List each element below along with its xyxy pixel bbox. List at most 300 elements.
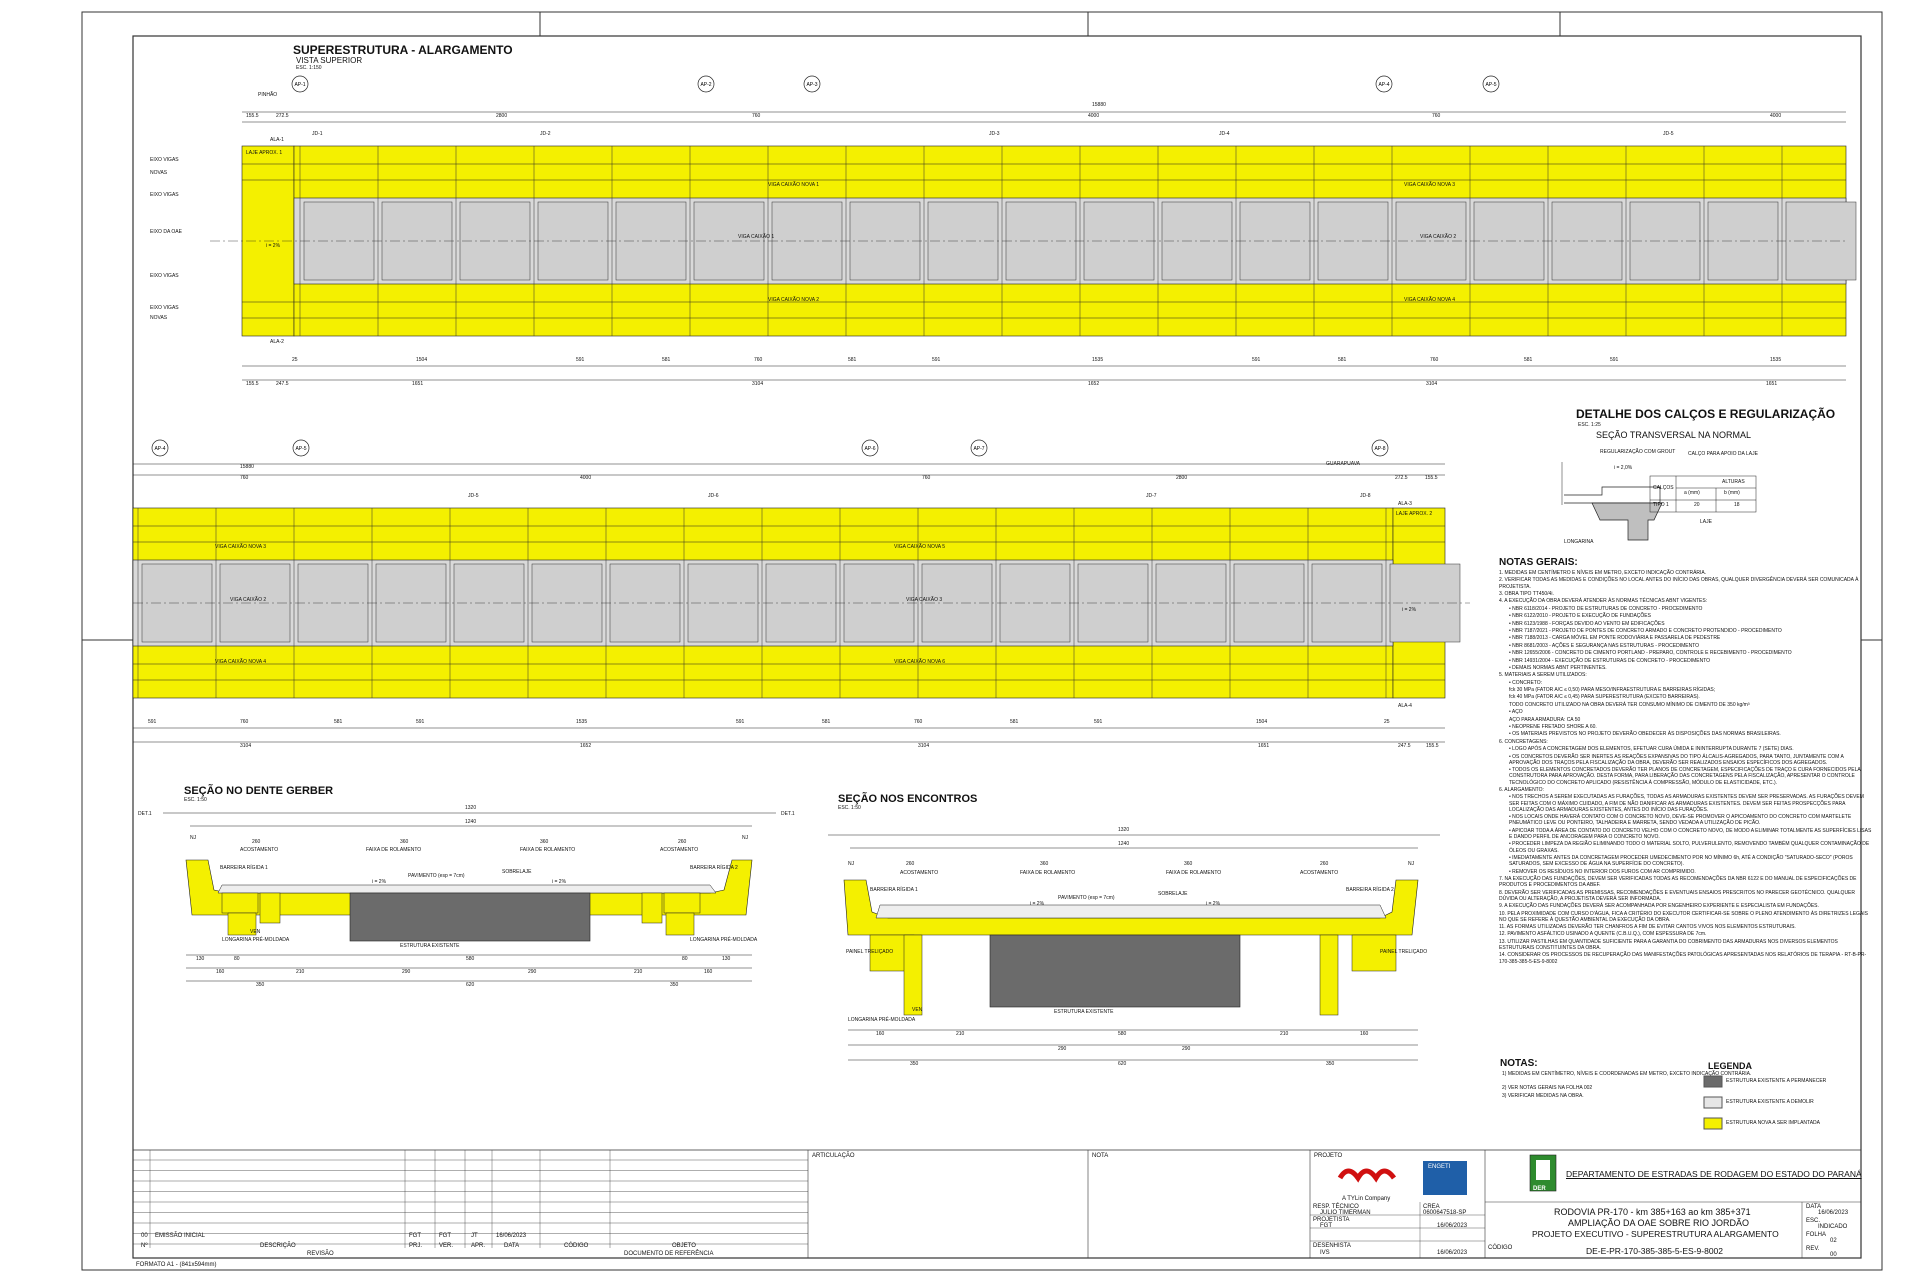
notes-general-title: NOTAS GERAIS: [1499,557,1578,568]
enc-dim-1320: 1320 [1118,827,1130,833]
dim-top-5: 4000 [1088,113,1100,119]
enc-d-210: 210 [956,1031,965,1037]
p2-b-9: 581 [1010,719,1019,725]
gerber-barreira-2: BARREIRA RÍGIDA 2 [690,865,738,871]
dim-top-2: 272.5 [276,113,289,119]
formato-label: FORMATO A1 - (841x594mm) [136,1262,217,1268]
title-line2: AMPLIAÇÃO DA OAE SOBRE RIO JORDÃO [1568,1218,1750,1228]
dim-b1-6: 581 [848,357,857,363]
support-label: AP-6 [864,446,876,452]
notes-general-item: • AÇO [1509,709,1523,716]
enc-d-350a: 350 [910,1061,919,1067]
row-label-6: EIXO VIGAS [150,305,179,311]
slab-label-1: LAJE APROX. 1 [246,150,283,156]
gerber-existente: ESTRUTURA EXISTENTE [400,943,460,949]
gerber-d-350a: 350 [256,982,265,988]
detail-label-longarina: LONGARINA [1564,539,1594,545]
data-value: 16/06/2023 [1818,1210,1849,1216]
enc-dim-360a: 360 [1040,861,1049,867]
girder-top-4: VIGA CAIXÃO NOVA 3 [1404,182,1456,188]
notes-general-item: 14. CONSIDERAR OS PROCESSOS DE RECUPERAÇÃO DAS MANIFESTAÇÕES PATOLÓGICAS APRESENTADAS NOS RELATÓRIOS DE TERAPIA - RT-B-PR-170-385-385-5-ES-9-8002 [1499,952,1867,965]
notes-general-item: 3. OBRA TIPO TT450/4i. [1499,590,1554,597]
p2-dim-1: 760 [240,475,249,481]
enc-existente: ESTRUTURA EXISTENTE [1054,1009,1114,1015]
enc-d-290b: 290 [1182,1046,1191,1052]
detail-td-3: 18 [1734,502,1740,508]
girder-top-3: VIGA CAIXÃO NOVA 2 [768,297,820,303]
projeto-label: PROJETO [1314,1153,1343,1159]
detail-label-laje: LAJE [1700,519,1712,525]
notes-general-item: • NBR 7187/2021 - PROJETO DE PONTES DE CONCRETO ARMADO E CONCRETO PROTENDIDO - PROCEDIMENTO [1509,627,1782,634]
ala-2: ALA-2 [270,339,284,345]
notes-general-item: • NBR 6118/2014 - PROJETO DE ESTRUTURAS DE CONCRETO - PROCEDIMENTO [1509,605,1703,612]
p2-b-3: 581 [334,719,343,725]
notes-general-item: fck 30 MPa (FATOR A/C ≤ 0,50) PARA MESO/INFRAESTRUTURA E BARREIRAS RÍGIDAS; [1509,687,1716,694]
plan-scale: ESC. 1:150 [296,65,322,71]
notes-short-1: 1) MEDIDAS EM CENTÍMETRO, NÍVEIS E COORDENADAS EM METRO, EXCETO INDICAÇÃO CONTRÁRIA. [1502,1071,1752,1077]
gerber-dim-1320: 1320 [465,805,477,811]
notes-general-item: 6. ALARGAMENTO: [1499,786,1544,793]
notes-general-item: • NBR 12655/2006 - CONCRETO DE CIMENTO PORTLAND - PREPARO, CONTROLE E RECEBIMENTO - PROCEDIMENTO [1509,650,1792,657]
gerber-ven: VEN [250,929,261,935]
gerber-longarina-1: LONGARINA PRÉ-MOLDADA [222,937,290,943]
gerber-faixa-1: FAIXA DE ROLAMENTO [366,847,422,853]
notes-general-item: 13. UTILIZAR PASTILHAS EM QUANTIDADE SUFICIENTE PARA A GARANTIA DO COBRIMENTO DAS ARMADURAS NOS DIVERSOS ELEMENTOS ESTRUTURAIS CONSTITUINTES DA OBRA. [1499,938,1838,952]
joint-bot-4: JD-8 [1360,493,1371,499]
girder-top-2: VIGA CAIXÃO 1 [738,234,775,240]
dim-b1-5: 760 [754,357,763,363]
notes-general-item: 2. VERIFICAR TODAS AS MEDIDAS E CONDIÇÕES NO LOCAL ANTES DO INÍCIO DAS OBRAS, QUALQUER DIVERGÊNCIA DEVERÁ SER COMUNICADA À PROJETISTA. [1499,577,1859,590]
gerber-d-290a: 290 [402,969,411,975]
total-length-2: 15880 [240,464,254,470]
gerber-d-160: 160 [216,969,225,975]
enc-nj-2: NJ [1408,861,1415,867]
dim-b2-2: 247.5 [276,381,289,387]
enc-slope-1: i = 2% [1030,901,1045,907]
girder-bot-6: VIGA CAIXÃO NOVA 6 [894,659,946,665]
legend-title: LEGENDA [1708,1061,1753,1071]
pinhao-label: PINHÃO [258,92,278,98]
ala-3: ALA-3 [1398,501,1412,507]
girder-bot-3: VIGA CAIXÃO NOVA 4 [215,659,267,665]
enc-slope-2: i = 2% [1206,901,1221,907]
dim-b1-4: 581 [662,357,671,363]
girder-bot-1: VIGA CAIXÃO NOVA 3 [215,544,267,550]
dim-b2-5: 1652 [1088,381,1100,387]
enc-acost-2: ACOSTAMENTO [1300,870,1339,876]
gerber-d-350b: 350 [670,982,679,988]
p2-b2-5: 247.5 [1398,743,1411,749]
dim-top-3: 2800 [496,113,508,119]
p2-dim-3: 760 [922,475,931,481]
row-label-3: EIXO VIGAS [150,192,179,198]
notes-general-item: 1. MEDIDAS EM CENTÍMETRO E NÍVEIS EM METRO, EXCETO INDICAÇÃO CONTRÁRIA. [1499,570,1707,576]
notes-general-item: • NBR 8681/2003 - AÇÕES E SEGURANÇA NAS ESTRUTURAS - PROCEDIMENTO [1509,642,1700,649]
enc-dim-260a: 260 [906,861,915,867]
gerber-d-80: 80 [234,956,240,962]
support-label: AP-3 [806,82,818,88]
nota-label: NOTA [1092,1153,1109,1159]
notes-general-item: • NOS LOCAIS ONDE HAVERÁ CONTATO COM O CONCRETO NOVO, DEVE-SE PROMOVER O APICOAMENTO DO CONCRETO COM MARTELETE PNEUMÁTICO LEVE OU PONTEIRO, TALHADEIRA E MARRETA, SENDO VEDADA A UTILIZAÇÃO DE PICÃO. [1509,814,1852,827]
plan-title: SUPERESTRUTURA - ALARGAMENTO [293,43,513,57]
notes-general-item: • CONCRETO: [1509,679,1543,686]
dim-b1-13: 591 [1610,357,1619,363]
gerber-slope-1: i = 2% [372,879,387,885]
enc-d-160: 160 [876,1031,885,1037]
enc-d-580: 580 [1118,1031,1127,1037]
gerber-nj-1: NJ [190,835,197,841]
notes-general-item: • PROCEDER LIMPEZA DA REGIÃO ELIMINANDO TODO O MATERIAL SOLTO, PULVERULENTO, REMOVENDO TAMBÉM QUALQUER CONTAMINAÇÃO DE ÓLEOS OU GRAXAS. [1509,841,1870,854]
esc-value: INDICADO [1818,1224,1848,1230]
projetista-label: PROJETISTA [1313,1217,1350,1223]
girder-top-6: VIGA CAIXÃO NOVA 4 [1404,297,1456,303]
detail-label-slope: i = 2,0% [1614,465,1633,471]
gerber-d-130: 130 [196,956,205,962]
joint-top-1: JD-1 [312,131,323,137]
enc-nj-1: NJ [848,861,855,867]
notes-general-item: • REMOVER OS RESÍDUOS NO INTERIOR DOS FUROS COM AR COMPRIMIDO. [1509,868,1696,875]
p2-b-2: 760 [240,719,249,725]
p2-b2-1: 3104 [240,743,252,749]
gerber-dim-1240: 1240 [465,819,477,825]
rev-apr: JT [471,1233,478,1239]
notes-general-item: • NBR 6123/1988 - FORÇAS DEVIDO AO VENTO EM EDIFICAÇÕES [1509,620,1665,627]
gerber-d-210b: 210 [634,969,643,975]
notes-general-item: 4. A EXECUÇÃO DA OBRA DEVERÁ ATENDER ÀS NORMAS TÉCNICAS ABNT VIGENTES: [1499,598,1708,605]
enc-pavimento: PAVIMENTO (esp = 7cm) [1058,895,1115,901]
ala-4: ALA-4 [1398,703,1412,709]
enc-painel-2: PAINEL TRELIÇADO [1380,949,1428,955]
detail-subtitle: SEÇÃO TRANSVERSAL NA NORMAL [1596,430,1752,440]
enc-faixa-1: FAIXA DE ROLAMENTO [1020,870,1076,876]
gerber-d-620: 620 [466,982,475,988]
projetista-date: 16/06/2023 [1437,1223,1468,1229]
rev-date: 16/06/2023 [496,1233,527,1239]
drawing-code: DE-E-PR-170-385-385-5-ES-9-8002 [1586,1246,1724,1256]
notes-general-item: fck 40 MPa (FATOR A/C ≤ 0,45) PARA SUPERESTRUTURA (EXCETO BARREIRAS). [1509,694,1700,701]
row-label-2: NOVAS [150,170,168,176]
row-label-4: EIXO DA OAE [150,229,182,235]
gerber-dim-260b: 260 [678,839,687,845]
notes-general-item: AÇO PARA ARMADURA: CA 50 [1509,716,1581,723]
engeti-logo: ENGETI [1428,1164,1451,1170]
encontros-scale: ESC. 1:50 [838,805,861,811]
notes-general-item: • NOS TRECHOS A SEREM EXECUTADAS AS FURAÇÕES, TODAS AS ARMADURAS EXISTENTES DEVEM SER PRESERVADAS. AS FURAÇÕES DEVEM SER FEITAS COM O MÁXIMO CUIDADO, A FIM DE NÃO DANIFICAR AS ARMADURAS EXISTENTES. DEVEM SER FEITAS PROSPECÇÕES PARA LOCALIZAÇÃO DAS ARMADURAS EXISTENTES, ANTES DO INÍCIO DAS FURAÇÕES. [1509,794,1864,813]
girder-bot-2: VIGA CAIXÃO 2 [230,597,267,603]
enc-ven: VEN [912,1007,923,1013]
title-line1: RODOVIA PR-170 - km 385+163 ao km 385+371 [1554,1207,1751,1217]
p2-dim-2: 4000 [580,475,592,481]
gerber-barreira-1: BARREIRA RÍGIDA 1 [220,865,268,871]
p2-b2-2: 1652 [580,743,592,749]
notes-general-item: • NBR 14931/2004 - EXECUÇÃO DE ESTRUTURAS DE CONCRETO - PROCEDIMENTO [1509,657,1711,664]
gerber-d-210: 210 [296,969,305,975]
notes-general-item: • NBR 6122/2010 - PROJETO E EXECUÇÃO DE FUNDAÇÕES [1509,613,1651,620]
p2-dim-4: 2800 [1176,475,1188,481]
p2-b2-6: 155.5 [1426,743,1439,749]
notes-general-item: • NEOPRENE FRETADO SHORE A 60. [1509,724,1597,731]
legend-item-1: ESTRUTURA EXISTENTE A PERMANECER [1726,1078,1827,1084]
detail-calcos [1562,462,1756,540]
p2-b2-3: 3104 [918,743,930,749]
rev-h-desc: DESCRIÇÃO [260,1243,296,1249]
slab-label-2: LAJE APROX. 2 [1396,511,1433,517]
row-label-5: EIXO VIGAS [150,273,179,279]
crea-value: 0600647518-SP [1423,1210,1467,1216]
notes-general-item: 12. PAVIMENTO ASFÁLTICO USINADO A QUENTE (C.B.U.Q.), COM ESPESSURA DE 7cm. [1499,931,1707,938]
rev-h-no: Nº [141,1243,148,1249]
enc-d-620: 620 [1118,1061,1127,1067]
notes-general-item: • OS CONCRETOS DEVERÃO SER INERTES AS REAÇÕES EXPANSIVAS DO TIPO ÁLCALIS-AGREGADOS, PARA TANTO, JUNTAMENTE COM A APROVAÇÃO DOS TRAÇOS PELA FISCALIZAÇÃO DA OBRA, DEVERÃO SER REALIZADOS ENSAIOS ESPECÍFICOS DOS AGREGADOS. [1509,753,1844,766]
rev-desc: EMISSÃO INICIAL [155,1233,206,1239]
notes-general-item: 7. NA EXECUÇÃO DAS FUNDAÇÕES, DEVEM SER VERIFICADAS TODAS AS RECOMENDAÇÕES DA NBR 6122 E DO MANUAL DE ESPECIFICAÇÕES DE PRODUTOS E PROCEDIMENTOS DA ABEF. [1499,875,1857,889]
crea-label: CREA [1423,1204,1440,1210]
title-line3: PROJETO EXECUTIVO - SUPERESTRUTURA ALARGAMENTO [1532,1229,1779,1239]
row-label-1: EIXO VIGAS [150,157,179,163]
notes-general-item: 6. CONCRETAGENS: [1499,738,1548,745]
p2-b-10: 591 [1094,719,1103,725]
detail-title: DETALHE DOS CALÇOS E REGULARIZAÇÃO [1576,407,1836,421]
gerber-title: SEÇÃO NO DENTE GERBER [184,785,334,797]
p2-b-6: 591 [736,719,745,725]
p2-b-1: 591 [148,719,157,725]
enc-dim-260b: 260 [1320,861,1329,867]
department: DEPARTAMENTO DE ESTRADAS DE RODAGEM DO ESTADO DO PARANÁ [1566,1169,1862,1179]
resp-label: RESP. TÉCNICO [1313,1204,1359,1210]
gpo-sub: A TYLin Company [1342,1196,1391,1202]
rev-ver: FGT [439,1233,451,1239]
dim-b2-1: 155.5 [246,381,259,387]
notes-general-list [1499,570,1874,966]
enc-barreira-1: BARREIRA RÍGIDA 1 [870,887,918,893]
row-label-7: NOVAS [150,315,168,321]
dim-top-1: 155.5 [246,113,259,119]
title-block-frame [133,1150,1861,1258]
detail-table-title: ALTURAS [1722,479,1745,485]
gerber-faixa-2: FAIXA DE ROLAMENTO [520,847,576,853]
support-label: AP-1 [294,82,306,88]
p2-b-12: 25 [1384,719,1390,725]
rev-label: REV. [1806,1246,1820,1252]
dim-top-7: 4000 [1770,113,1782,119]
enc-longarina: LONGARINA PRÉ-MOLDADA [848,1017,916,1023]
rev-h-ver: VER. [439,1243,454,1249]
gerber-slope-2: i = 2% [552,879,567,885]
data-label: DATA [1806,1204,1822,1210]
rev-no: 00 [141,1233,148,1239]
gerber-acost-1: ACOSTAMENTO [240,847,279,853]
folha-value: 02 [1830,1238,1837,1244]
dim-b1-1: 25 [292,357,298,363]
support-label: AP-5 [295,446,307,452]
p2-dim-5: 272.5 [1395,475,1408,481]
enc-barreira-2: BARREIRA RÍGIDA 2 [1346,887,1394,893]
girder-bot-4: VIGA CAIXÃO NOVA 5 [894,544,946,550]
gerber-d-580: 580 [466,956,475,962]
p2-b2-4: 1651 [1258,743,1270,749]
rev-h-prj: PRJ. [409,1243,423,1249]
notes-short-3: 3) VERIFICAR MEDIDAS NA OBRA. [1502,1093,1584,1099]
rev-h-data: DATA [504,1243,520,1249]
joint-bot-3: JD-7 [1146,493,1157,499]
slope-1: i = 2% [266,243,281,249]
joint-top-3: JD-3 [989,131,1000,137]
gerber-scale: ESC. 1:50 [184,797,207,803]
dim-b2-4: 3104 [752,381,764,387]
joint-top-5: JD-5 [1663,131,1674,137]
rev-prj: FGT [409,1233,421,1239]
gerber-acost-2: ACOSTAMENTO [660,847,699,853]
support-label: AP-2 [700,82,712,88]
gerber-nj-2: NJ [742,835,749,841]
dim-b1-8: 1535 [1092,357,1104,363]
rev-h-apr: APR. [471,1243,486,1249]
folha-label: FOLHA [1806,1232,1827,1238]
desenhista-date: 16/06/2023 [1437,1250,1468,1256]
gerber-pavimento: PAVIMENTO (esp = 7cm) [408,873,465,879]
rev-value: 00 [1830,1252,1837,1258]
notes-short-title: NOTAS: [1500,1058,1538,1069]
esc-label: ESC. [1806,1218,1821,1224]
detail-th-2: a (mm) [1684,490,1700,496]
dim-b2-7: 1651 [1766,381,1778,387]
p2-b-5: 1535 [576,719,588,725]
desenhista-label: DESENHISTA [1313,1243,1351,1249]
articulacao-label: ARTICULAÇÃO [812,1153,855,1159]
notes-general-item: 11. AS FORMAS UTILIZADAS DEVERÃO TER CHANFROS A FIM DE EVITAR CANTOS VIVOS NOS ELEMENTOS ESTRUTURAIS. [1499,924,1796,931]
slope-2: i = 2% [1402,607,1417,613]
joint-top-4: JD-4 [1219,131,1230,137]
notes-general-item: • LOGO APÓS A CONCRETAGEM DOS ELEMENTOS, EFETUAR CURA ÚMIDA E ININTERRUPTA DURANTE 7 (SETE) DIAS. [1509,746,1794,753]
doc-ref-label: DOCUMENTO DE REFERÊNCIA [624,1251,714,1257]
legend-swatch [1704,1076,1722,1087]
gerber-d-290b: 290 [528,969,537,975]
notes-short-2: 2) VER NOTAS GERAIS NA FOLHA 002 [1502,1085,1593,1091]
girder-top-1: VIGA CAIXÃO NOVA 1 [768,182,820,188]
projetista-value: FGT [1320,1223,1332,1229]
legend-swatch [1704,1118,1722,1129]
gerber-dim-360b: 360 [540,839,549,845]
enc-d-290a: 290 [1058,1046,1067,1052]
dim-b1-14: 1535 [1770,357,1782,363]
detail-scale: ESC. 1:25 [1578,422,1601,428]
enc-dim-360b: 360 [1184,861,1193,867]
dim-b1-9: 591 [1252,357,1261,363]
p2-b-4: 591 [416,719,425,725]
der-logo: DER [1533,1186,1546,1192]
gerber-sobrelaje: SOBRELAJE [502,869,532,875]
notes-general-item: • TODOS OS ELEMENTOS CONCRETADOS DEVERÃO TER PLANOS DE CONCRETAGEM, ESPECIFICAÇÕES DE TRAÇO E CURA FORNECIDOS PELA CONSTRUTORA PARA APROVAÇÃO. DESTA FORMA, PARA LIBERAÇÃO DAS CONCRETAGENS PELA FISCALIZAÇÃO, APRESENTAR O CONTROLE TECNOLÓGICO DO CONCRETO APLICADO (RESISTÊNCIA À COMPRESSÃO, MÓDULO DE ELASTICIDADE, ETC.). [1509,767,1861,786]
notes-general-item: TODO CONCRETO UTILIZADO NA OBRA DEVERÁ TER CONSUMO MÍNIMO DE CIMENTO DE 350 kg/m³ [1509,701,1750,708]
plan-bottom [133,461,1470,742]
dim-b1-12: 581 [1524,357,1533,363]
section-encontros [828,835,1440,1060]
notes-general-item: • DEMAIS NORMAS ABNT PERTINENTES. [1509,664,1607,671]
dim-b1-10: 581 [1338,357,1347,363]
encontros-title: SEÇÃO NOS ENCONTROS [838,793,978,805]
dim-b1-3: 591 [576,357,585,363]
support-label: AP-8 [1374,446,1386,452]
enc-painel-1: PAINEL TRELIÇADO [846,949,894,955]
girder-bot-5: VIGA CAIXÃO 3 [906,597,943,603]
detail-th-1: CALÇOS [1653,485,1674,491]
gerber-dim-260a: 260 [252,839,261,845]
notes-general-item: • IMEDIATAMENTE ANTES DA CONCRETAGEM PROCEDER UMEDECIMENTO POR NO MÍNIMO 6h, ATÉ A CONDIÇÃO "SATURADO-SECO" (POROS SATURADOS, SEM EXCESSO DE ÁGUA NA SUPERFÍCIE DO CONCRETO). [1509,854,1853,868]
dim-b1-2: 1504 [416,357,428,363]
dim-b1-11: 760 [1430,357,1439,363]
enc-acost-1: ACOSTAMENTO [900,870,939,876]
codigo-label: CÓDIGO [1488,1245,1513,1251]
gerber-det1-left: DET.1 [138,811,152,817]
plan-subtitle: VISTA SUPERIOR [296,56,363,65]
rev-h-objeto: OBJETO [672,1243,696,1249]
dim-b2-6: 3104 [1426,381,1438,387]
joint-top-2: JD-2 [540,131,551,137]
enc-dim-1240: 1240 [1118,841,1130,847]
notes-general-item: • NBR 7188/2013 - CARGA MÓVEL EM PONTE RODOVIÁRIA E PASSARELA DE PEDESTRE [1509,635,1721,642]
p2-b-8: 760 [914,719,923,725]
desenhista-value: IVS [1320,1250,1330,1256]
enc-d-350b: 350 [1326,1061,1335,1067]
guarapuava-label: GUARAPUAVA [1326,461,1360,467]
dim-top-4: 760 [752,113,761,119]
enc-sobrelaje: SOBRELAJE [1158,891,1188,897]
enc-d-210b: 210 [1280,1031,1289,1037]
detail-td-2: 20 [1694,502,1700,508]
gerber-longarina-2: LONGARINA PRÉ-MOLDADA [690,937,758,943]
support-label: AP-5 [1485,82,1497,88]
resp-name: JULIO TIMERMAN [1320,1210,1371,1216]
joint-bot-1: JD-5 [468,493,479,499]
notes-general-item: 5. MATERIAIS A SEREM UTILIZADOS: [1499,672,1587,679]
dim-top-6: 760 [1432,113,1441,119]
p2-dim-6: 155.5 [1425,475,1438,481]
p2-b-11: 1504 [1256,719,1268,725]
dim-b1-7: 591 [932,357,941,363]
notes-general-item: 9. A EXECUÇÃO DAS FUNDAÇÕES DEVERÁ SER ACOMPANHADA POR ENGENHEIRO EXPERIENTE E ESPECIALISTA EM FUNDAÇÕES. [1499,903,1819,910]
detail-label-grout: REGULARIZAÇÃO COM GROUT [1600,449,1676,455]
gerber-d-80b: 80 [682,956,688,962]
notes-general-item: 10. PELA PROXIMIDADE COM CURSO D'ÁGUA, FICA A CRITÉRIO DO EXECUTOR CERTIFICAR-SE SOBRE O PLENO ATENDIMENTO ÀS DIRETRIZES LEGAIS NO QUE SE REFERE À QUESTÃO AMBIENTAL DA EXECUÇÃO DA OBRA. [1499,910,1868,923]
detail-td-1: TIPO 1 [1653,502,1669,508]
notes-general-item: 8. DEVERÃO SER VERIFICADAS AS PREMISSAS, RECOMENDAÇÕES E EVENTUAIS ENSAIOS PRESCRITOS NO PARECER GEOTÉCNICO. QUALQUER DÚVIDA OU ALTERAÇÃO, A PROJETISTA DEVERÁ SER INFORMADA. [1499,889,1856,902]
legend-item-3: ESTRUTURA NOVA A SER IMPLANTADA [1726,1120,1821,1126]
notes-general-item: • OS MATERIAIS PREVISTOS NO PROJETO DEVERÃO OBEDECER ÀS DISPOSIÇÕES DAS NORMAS BRASILEIRAS. [1509,731,1781,738]
gerber-d-130b: 130 [722,956,731,962]
legend-swatch [1704,1097,1722,1108]
legend-swatches [1704,1076,1722,1129]
support-label: AP-7 [973,446,985,452]
total-length: 15880 [1092,102,1106,108]
gerber-d-160b: 160 [704,969,713,975]
dim-b2-3: 1651 [412,381,424,387]
detail-label-calco: CALÇO PARA APOIO DA LAJE [1688,451,1758,457]
support-label: AP-4 [1378,82,1390,88]
ala-1: ALA-1 [270,137,284,143]
rev-h-codigo: CÓDIGO [564,1243,589,1249]
revisao-label: REVISÃO [307,1251,334,1257]
notes-general-item: • APICOAR TODA A ÁREA DE CONTATO DO CONCRETO VELHO COM O CONCRETO NOVO, DE MODO A ELIMINAR TOTALMENTE AS SUPERFÍCIES LISAS E DANDO PERFIL DE ANCORAGEM PARA O CONCRETO NOVO. [1509,827,1872,840]
gerber-det1-right: DET.1 [781,811,795,817]
detail-th-3: b (mm) [1724,490,1740,496]
girder-top-5: VIGA CAIXÃO 2 [1420,234,1457,240]
enc-d-160b: 160 [1360,1031,1369,1037]
support-label: AP-4 [154,446,166,452]
legend-item-2: ESTRUTURA EXISTENTE A DEMOLIR [1726,1099,1814,1105]
plan-top [210,112,1856,380]
joint-bot-2: JD-6 [708,493,719,499]
gerber-dim-360a: 360 [400,839,409,845]
